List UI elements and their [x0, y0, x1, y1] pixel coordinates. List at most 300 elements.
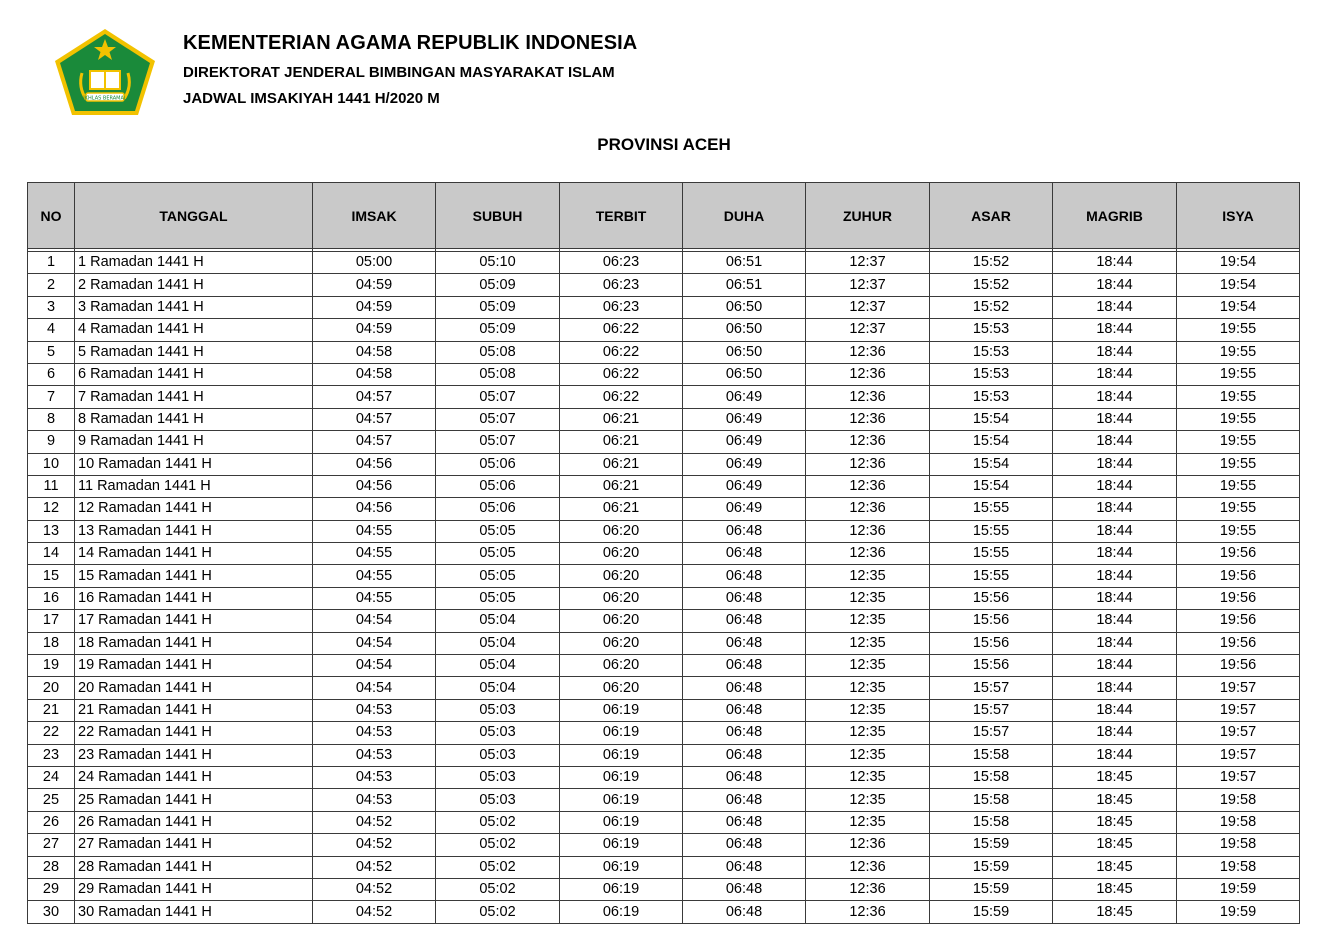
table-row	[28, 811, 1300, 833]
cell-terbit: 06:19	[560, 699, 683, 721]
table-header-row	[28, 183, 1300, 249]
cell-asar: 15:57	[930, 677, 1053, 699]
col-header-terbit: TERBIT	[560, 183, 683, 249]
cell-duha: 06:50	[683, 363, 806, 385]
cell-imsak: 04:59	[313, 319, 436, 341]
cell-tanggal: 1 Ramadan 1441 H	[75, 252, 313, 274]
cell-isya: 19:56	[1177, 632, 1300, 654]
cell-magrib: 18:44	[1053, 565, 1177, 587]
cell-asar: 15:58	[930, 766, 1053, 788]
cell-subuh: 05:07	[436, 431, 560, 453]
cell-imsak: 04:55	[313, 543, 436, 565]
cell-zuhur: 12:36	[806, 386, 930, 408]
table-row	[28, 498, 1300, 520]
cell-zuhur: 12:36	[806, 453, 930, 475]
cell-zuhur: 12:36	[806, 834, 930, 856]
cell-tanggal: 20 Ramadan 1441 H	[75, 677, 313, 699]
cell-magrib: 18:44	[1053, 453, 1177, 475]
cell-duha: 06:48	[683, 856, 806, 878]
cell-imsak: 04:59	[313, 296, 436, 318]
cell-duha: 06:48	[683, 543, 806, 565]
cell-isya: 19:54	[1177, 274, 1300, 296]
cell-no: 20	[28, 677, 75, 699]
cell-isya: 19:55	[1177, 386, 1300, 408]
table-row	[28, 878, 1300, 900]
cell-isya: 19:55	[1177, 408, 1300, 430]
cell-zuhur: 12:35	[806, 766, 930, 788]
cell-subuh: 05:09	[436, 296, 560, 318]
cell-terbit: 06:19	[560, 856, 683, 878]
cell-tanggal: 24 Ramadan 1441 H	[75, 766, 313, 788]
cell-magrib: 18:45	[1053, 834, 1177, 856]
cell-no: 26	[28, 811, 75, 833]
cell-tanggal: 16 Ramadan 1441 H	[75, 587, 313, 609]
cell-zuhur: 12:36	[806, 520, 930, 542]
cell-duha: 06:48	[683, 587, 806, 609]
cell-asar: 15:55	[930, 543, 1053, 565]
cell-terbit: 06:21	[560, 408, 683, 430]
cell-tanggal: 10 Ramadan 1441 H	[75, 453, 313, 475]
table-row	[28, 386, 1300, 408]
cell-subuh: 05:04	[436, 610, 560, 632]
cell-imsak: 04:56	[313, 498, 436, 520]
cell-tanggal: 29 Ramadan 1441 H	[75, 878, 313, 900]
cell-imsak: 04:55	[313, 520, 436, 542]
cell-tanggal: 18 Ramadan 1441 H	[75, 632, 313, 654]
cell-tanggal: 21 Ramadan 1441 H	[75, 699, 313, 721]
cell-no: 5	[28, 341, 75, 363]
cell-magrib: 18:44	[1053, 587, 1177, 609]
cell-duha: 06:48	[683, 677, 806, 699]
cell-no: 12	[28, 498, 75, 520]
cell-terbit: 06:20	[560, 610, 683, 632]
cell-tanggal: 15 Ramadan 1441 H	[75, 565, 313, 587]
cell-no: 18	[28, 632, 75, 654]
cell-subuh: 05:05	[436, 520, 560, 542]
cell-tanggal: 2 Ramadan 1441 H	[75, 274, 313, 296]
cell-no: 30	[28, 901, 75, 923]
col-header-magrib: MAGRIB	[1053, 183, 1177, 249]
cell-magrib: 18:44	[1053, 341, 1177, 363]
cell-tanggal: 8 Ramadan 1441 H	[75, 408, 313, 430]
cell-subuh: 05:09	[436, 274, 560, 296]
cell-magrib: 18:45	[1053, 766, 1177, 788]
cell-no: 25	[28, 789, 75, 811]
cell-no: 13	[28, 520, 75, 542]
cell-asar: 15:55	[930, 520, 1053, 542]
cell-magrib: 18:44	[1053, 296, 1177, 318]
cell-imsak: 04:54	[313, 610, 436, 632]
cell-asar: 15:52	[930, 296, 1053, 318]
province-title: PROVINSI ACEH	[597, 135, 731, 154]
table-row	[28, 341, 1300, 363]
cell-zuhur: 12:35	[806, 744, 930, 766]
cell-no: 7	[28, 386, 75, 408]
table-row	[28, 722, 1300, 744]
cell-imsak: 04:58	[313, 341, 436, 363]
cell-subuh: 05:02	[436, 834, 560, 856]
cell-subuh: 05:04	[436, 632, 560, 654]
cell-isya: 19:55	[1177, 363, 1300, 385]
cell-magrib: 18:44	[1053, 498, 1177, 520]
cell-terbit: 06:20	[560, 520, 683, 542]
cell-terbit: 06:19	[560, 744, 683, 766]
cell-imsak: 04:57	[313, 431, 436, 453]
cell-isya: 19:56	[1177, 610, 1300, 632]
cell-tanggal: 27 Ramadan 1441 H	[75, 834, 313, 856]
cell-zuhur: 12:36	[806, 408, 930, 430]
cell-tanggal: 14 Ramadan 1441 H	[75, 543, 313, 565]
table-row	[28, 856, 1300, 878]
cell-subuh: 05:04	[436, 655, 560, 677]
cell-imsak: 04:56	[313, 453, 436, 475]
cell-duha: 06:48	[683, 766, 806, 788]
cell-magrib: 18:44	[1053, 677, 1177, 699]
cell-subuh: 05:06	[436, 475, 560, 497]
cell-subuh: 05:05	[436, 543, 560, 565]
cell-asar: 15:55	[930, 565, 1053, 587]
cell-isya: 19:58	[1177, 811, 1300, 833]
col-header-imsak: IMSAK	[313, 183, 436, 249]
cell-tanggal: 26 Ramadan 1441 H	[75, 811, 313, 833]
cell-subuh: 05:02	[436, 901, 560, 923]
cell-subuh: 05:03	[436, 789, 560, 811]
cell-duha: 06:50	[683, 319, 806, 341]
table-row	[28, 296, 1300, 318]
cell-terbit: 06:20	[560, 543, 683, 565]
cell-subuh: 05:08	[436, 341, 560, 363]
cell-terbit: 06:22	[560, 363, 683, 385]
col-header-subuh: SUBUH	[436, 183, 560, 249]
cell-terbit: 06:19	[560, 789, 683, 811]
cell-asar: 15:52	[930, 252, 1053, 274]
table-row	[28, 319, 1300, 341]
cell-duha: 06:48	[683, 811, 806, 833]
cell-zuhur: 12:35	[806, 610, 930, 632]
cell-asar: 15:54	[930, 431, 1053, 453]
cell-imsak: 04:52	[313, 811, 436, 833]
cell-zuhur: 12:37	[806, 274, 930, 296]
cell-terbit: 06:22	[560, 319, 683, 341]
cell-terbit: 06:21	[560, 453, 683, 475]
cell-isya: 19:57	[1177, 766, 1300, 788]
cell-isya: 19:57	[1177, 722, 1300, 744]
cell-imsak: 04:53	[313, 744, 436, 766]
cell-terbit: 06:22	[560, 341, 683, 363]
cell-imsak: 04:56	[313, 475, 436, 497]
cell-no: 28	[28, 856, 75, 878]
cell-duha: 06:49	[683, 475, 806, 497]
table-row	[28, 543, 1300, 565]
cell-imsak: 04:59	[313, 274, 436, 296]
cell-zuhur: 12:35	[806, 677, 930, 699]
cell-asar: 15:59	[930, 901, 1053, 923]
cell-terbit: 06:23	[560, 274, 683, 296]
cell-duha: 06:48	[683, 722, 806, 744]
cell-zuhur: 12:36	[806, 878, 930, 900]
col-header-isya: ISYA	[1177, 183, 1300, 249]
cell-asar: 15:56	[930, 655, 1053, 677]
cell-terbit: 06:20	[560, 632, 683, 654]
cell-zuhur: 12:36	[806, 498, 930, 520]
cell-isya: 19:59	[1177, 901, 1300, 923]
cell-isya: 19:55	[1177, 341, 1300, 363]
cell-duha: 06:48	[683, 565, 806, 587]
cell-subuh: 05:07	[436, 408, 560, 430]
cell-terbit: 06:22	[560, 386, 683, 408]
cell-asar: 15:53	[930, 341, 1053, 363]
cell-asar: 15:59	[930, 834, 1053, 856]
cell-imsak: 04:54	[313, 655, 436, 677]
cell-no: 3	[28, 296, 75, 318]
cell-subuh: 05:06	[436, 498, 560, 520]
cell-imsak: 04:53	[313, 699, 436, 721]
cell-zuhur: 12:37	[806, 252, 930, 274]
cell-duha: 06:48	[683, 699, 806, 721]
cell-isya: 19:58	[1177, 834, 1300, 856]
cell-isya: 19:55	[1177, 431, 1300, 453]
cell-subuh: 05:03	[436, 744, 560, 766]
cell-magrib: 18:45	[1053, 811, 1177, 833]
cell-tanggal: 7 Ramadan 1441 H	[75, 386, 313, 408]
cell-isya: 19:57	[1177, 699, 1300, 721]
table-row	[28, 744, 1300, 766]
cell-duha: 06:51	[683, 252, 806, 274]
table-row	[28, 789, 1300, 811]
table-row	[28, 587, 1300, 609]
cell-imsak: 04:53	[313, 766, 436, 788]
cell-tanggal: 3 Ramadan 1441 H	[75, 296, 313, 318]
cell-imsak: 04:52	[313, 856, 436, 878]
cell-magrib: 18:44	[1053, 610, 1177, 632]
cell-duha: 06:48	[683, 632, 806, 654]
cell-subuh: 05:02	[436, 856, 560, 878]
cell-zuhur: 12:35	[806, 587, 930, 609]
col-header-duha: DUHA	[683, 183, 806, 249]
cell-no: 4	[28, 319, 75, 341]
cell-magrib: 18:44	[1053, 520, 1177, 542]
cell-asar: 15:57	[930, 722, 1053, 744]
cell-terbit: 06:20	[560, 655, 683, 677]
cell-isya: 19:55	[1177, 498, 1300, 520]
cell-no: 21	[28, 699, 75, 721]
col-header-asar: ASAR	[930, 183, 1053, 249]
cell-asar: 15:58	[930, 811, 1053, 833]
cell-tanggal: 28 Ramadan 1441 H	[75, 856, 313, 878]
cell-subuh: 05:05	[436, 587, 560, 609]
cell-no: 6	[28, 363, 75, 385]
cell-duha: 06:50	[683, 296, 806, 318]
cell-terbit: 06:19	[560, 878, 683, 900]
cell-duha: 06:49	[683, 431, 806, 453]
cell-zuhur: 12:36	[806, 856, 930, 878]
cell-terbit: 06:21	[560, 498, 683, 520]
cell-duha: 06:50	[683, 341, 806, 363]
cell-isya: 19:55	[1177, 520, 1300, 542]
cell-no: 29	[28, 878, 75, 900]
cell-imsak: 04:58	[313, 363, 436, 385]
table-row	[28, 632, 1300, 654]
cell-terbit: 06:19	[560, 834, 683, 856]
cell-subuh: 05:07	[436, 386, 560, 408]
cell-subuh: 05:10	[436, 252, 560, 274]
cell-isya: 19:59	[1177, 878, 1300, 900]
cell-subuh: 05:02	[436, 811, 560, 833]
cell-magrib: 18:44	[1053, 431, 1177, 453]
cell-duha: 06:48	[683, 789, 806, 811]
cell-asar: 15:54	[930, 453, 1053, 475]
cell-magrib: 18:44	[1053, 408, 1177, 430]
cell-zuhur: 12:35	[806, 655, 930, 677]
cell-zuhur: 12:36	[806, 341, 930, 363]
cell-magrib: 18:44	[1053, 543, 1177, 565]
logo-motto: IKHLAS BERAMAL	[83, 95, 127, 102]
table-row	[28, 408, 1300, 430]
table-row	[28, 655, 1300, 677]
cell-no: 24	[28, 766, 75, 788]
cell-asar: 15:58	[930, 744, 1053, 766]
cell-subuh: 05:03	[436, 699, 560, 721]
cell-terbit: 06:21	[560, 475, 683, 497]
cell-asar: 15:58	[930, 789, 1053, 811]
cell-duha: 06:49	[683, 498, 806, 520]
cell-zuhur: 12:35	[806, 722, 930, 744]
cell-duha: 06:51	[683, 274, 806, 296]
cell-terbit: 06:23	[560, 252, 683, 274]
cell-tanggal: 4 Ramadan 1441 H	[75, 319, 313, 341]
cell-zuhur: 12:37	[806, 319, 930, 341]
cell-terbit: 06:20	[560, 587, 683, 609]
cell-tanggal: 30 Ramadan 1441 H	[75, 901, 313, 923]
cell-tanggal: 19 Ramadan 1441 H	[75, 655, 313, 677]
cell-magrib: 18:44	[1053, 363, 1177, 385]
cell-imsak: 04:57	[313, 386, 436, 408]
cell-isya: 19:56	[1177, 587, 1300, 609]
cell-tanggal: 25 Ramadan 1441 H	[75, 789, 313, 811]
table-row	[28, 834, 1300, 856]
cell-isya: 19:56	[1177, 543, 1300, 565]
cell-imsak: 04:52	[313, 878, 436, 900]
cell-asar: 15:59	[930, 856, 1053, 878]
table-row	[28, 610, 1300, 632]
cell-duha: 06:48	[683, 901, 806, 923]
cell-isya: 19:55	[1177, 453, 1300, 475]
table-row	[28, 699, 1300, 721]
cell-no: 11	[28, 475, 75, 497]
cell-tanggal: 13 Ramadan 1441 H	[75, 520, 313, 542]
cell-imsak: 04:54	[313, 632, 436, 654]
cell-isya: 19:57	[1177, 677, 1300, 699]
cell-terbit: 06:19	[560, 766, 683, 788]
cell-subuh: 05:04	[436, 677, 560, 699]
table-row	[28, 766, 1300, 788]
col-header-no: NO	[28, 183, 75, 249]
imsakiyah-table	[27, 182, 1300, 924]
cell-magrib: 18:44	[1053, 252, 1177, 274]
cell-tanggal: 5 Ramadan 1441 H	[75, 341, 313, 363]
cell-subuh: 05:02	[436, 878, 560, 900]
cell-isya: 19:56	[1177, 655, 1300, 677]
cell-asar: 15:55	[930, 498, 1053, 520]
cell-zuhur: 12:35	[806, 632, 930, 654]
cell-magrib: 18:44	[1053, 274, 1177, 296]
cell-zuhur: 12:36	[806, 475, 930, 497]
cell-duha: 06:49	[683, 453, 806, 475]
cell-imsak: 04:57	[313, 408, 436, 430]
cell-imsak: 04:54	[313, 677, 436, 699]
cell-zuhur: 12:36	[806, 543, 930, 565]
cell-terbit: 06:19	[560, 722, 683, 744]
cell-tanggal: 12 Ramadan 1441 H	[75, 498, 313, 520]
cell-asar: 15:56	[930, 632, 1053, 654]
cell-no: 15	[28, 565, 75, 587]
cell-magrib: 18:44	[1053, 744, 1177, 766]
cell-imsak: 04:53	[313, 722, 436, 744]
cell-subuh: 05:03	[436, 766, 560, 788]
cell-magrib: 18:44	[1053, 699, 1177, 721]
cell-no: 16	[28, 587, 75, 609]
cell-imsak: 04:52	[313, 901, 436, 923]
cell-magrib: 18:45	[1053, 878, 1177, 900]
cell-magrib: 18:44	[1053, 632, 1177, 654]
cell-magrib: 18:45	[1053, 856, 1177, 878]
cell-duha: 06:48	[683, 834, 806, 856]
cell-imsak: 04:55	[313, 565, 436, 587]
cell-duha: 06:49	[683, 408, 806, 430]
cell-duha: 06:48	[683, 520, 806, 542]
cell-asar: 15:56	[930, 610, 1053, 632]
cell-no: 2	[28, 274, 75, 296]
cell-duha: 06:48	[683, 744, 806, 766]
cell-asar: 15:57	[930, 699, 1053, 721]
table-row	[28, 274, 1300, 296]
cell-isya: 19:58	[1177, 789, 1300, 811]
cell-subuh: 05:09	[436, 319, 560, 341]
cell-isya: 19:57	[1177, 744, 1300, 766]
table-row	[28, 475, 1300, 497]
cell-terbit: 06:19	[560, 901, 683, 923]
cell-zuhur: 12:35	[806, 811, 930, 833]
table-row	[28, 677, 1300, 699]
cell-imsak: 04:55	[313, 587, 436, 609]
cell-isya: 19:55	[1177, 475, 1300, 497]
ministry-title: KEMENTERIAN AGAMA REPUBLIK INDONESIA	[183, 32, 638, 54]
cell-zuhur: 12:36	[806, 363, 930, 385]
table-row	[28, 520, 1300, 542]
cell-no: 23	[28, 744, 75, 766]
kemenag-logo-icon	[52, 27, 158, 117]
cell-asar: 15:54	[930, 475, 1053, 497]
cell-magrib: 18:44	[1053, 655, 1177, 677]
table-row	[28, 565, 1300, 587]
cell-asar: 15:53	[930, 319, 1053, 341]
cell-zuhur: 12:35	[806, 699, 930, 721]
cell-asar: 15:53	[930, 386, 1053, 408]
cell-duha: 06:48	[683, 655, 806, 677]
cell-subuh: 05:06	[436, 453, 560, 475]
cell-zuhur: 12:37	[806, 296, 930, 318]
cell-terbit: 06:19	[560, 811, 683, 833]
cell-tanggal: 23 Ramadan 1441 H	[75, 744, 313, 766]
cell-zuhur: 12:36	[806, 901, 930, 923]
cell-tanggal: 9 Ramadan 1441 H	[75, 431, 313, 453]
cell-isya: 19:58	[1177, 856, 1300, 878]
cell-duha: 06:48	[683, 878, 806, 900]
col-header-zuhur: ZUHUR	[806, 183, 930, 249]
table-row	[28, 431, 1300, 453]
cell-no: 19	[28, 655, 75, 677]
cell-no: 17	[28, 610, 75, 632]
